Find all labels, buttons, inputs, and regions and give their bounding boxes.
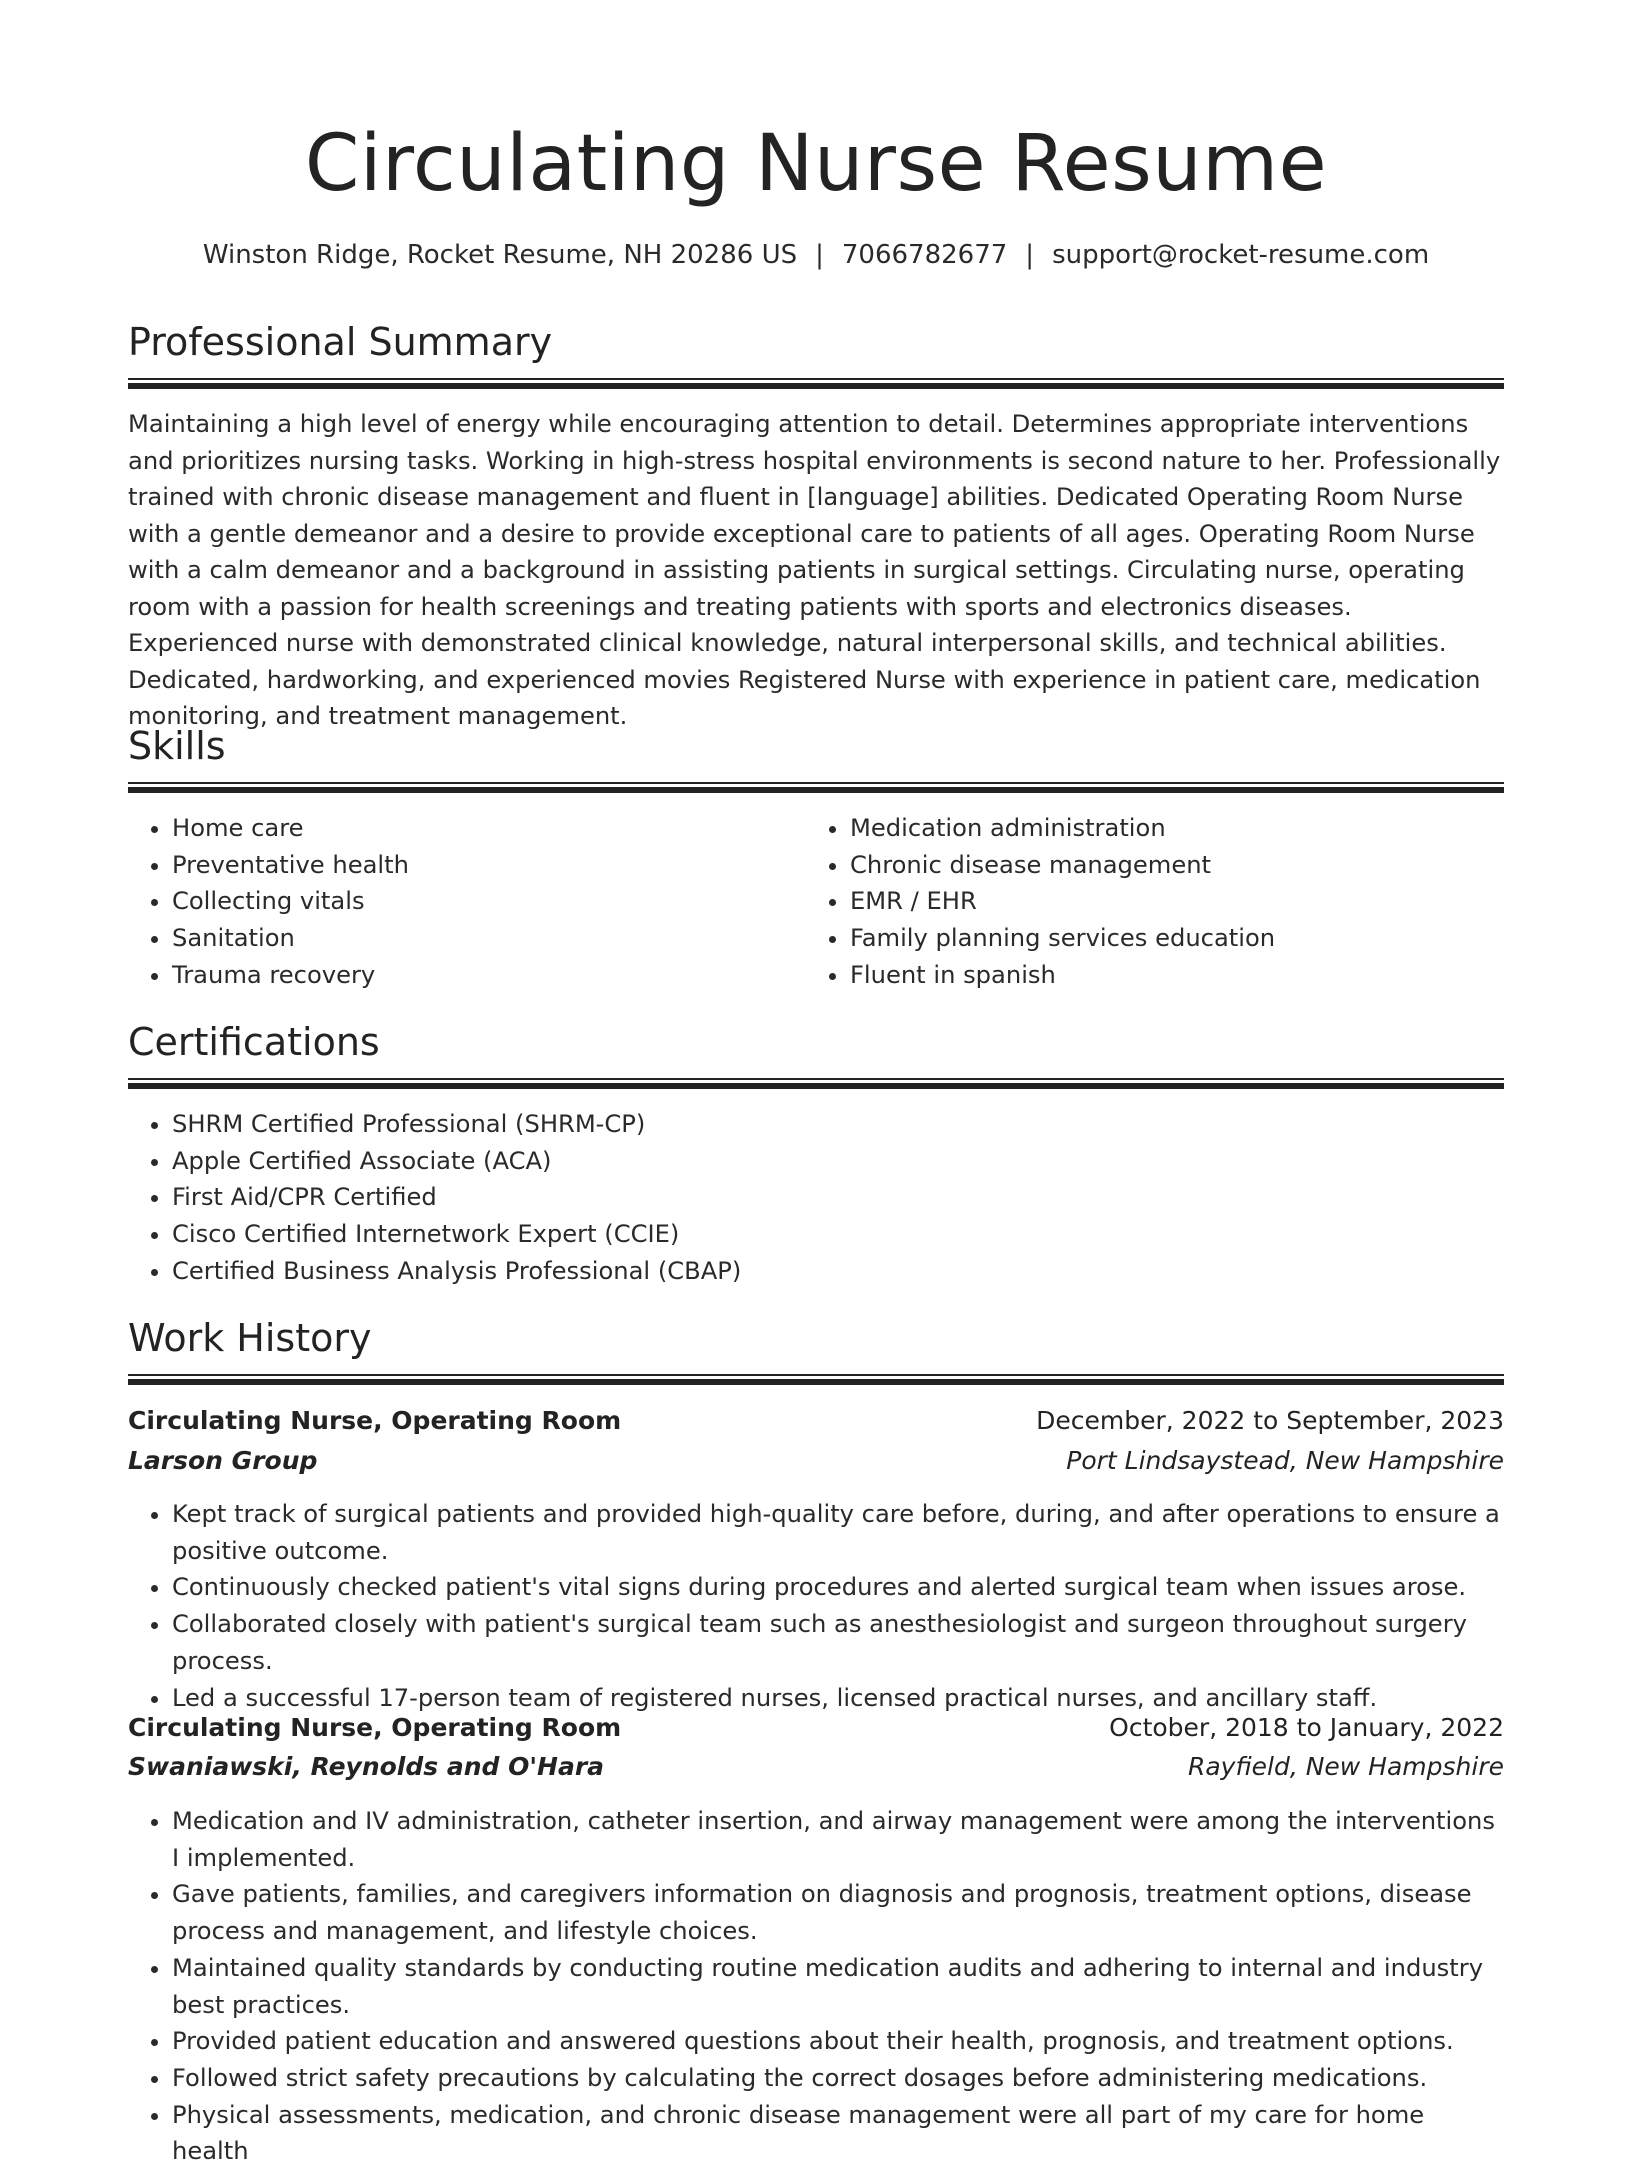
job-subheader bbox=[128, 1752, 1504, 1784]
skill-item: • Chronic disease management bbox=[850, 847, 1504, 884]
certifications-list bbox=[128, 1106, 1504, 1290]
skill-item: • Medication administration bbox=[850, 810, 1504, 847]
job-bullet: • Led a successful 17-person team of registered nurses, licensed practical nurses, and ancillary staff. bbox=[172, 1680, 1508, 1717]
skill-item: • Sanitation bbox=[172, 920, 806, 957]
contact-separator: | bbox=[1025, 240, 1035, 270]
job-subheader bbox=[128, 1446, 1504, 1478]
contact-separator: | bbox=[815, 240, 824, 270]
section-heading-skills: Skills bbox=[128, 724, 226, 768]
job-location: Port Lindsaystead, New Hampshire bbox=[1066, 1446, 1504, 1475]
contact-phone: 7066782677 bbox=[841, 240, 1008, 270]
resume-title: Circulating Nurse Resume bbox=[304, 119, 1328, 209]
certification-item: • First Aid/CPR Certified bbox=[172, 1179, 1504, 1216]
job-bullet: • Continuously checked patient's vital signs during procedures and alerted surgical team when issues arose. bbox=[172, 1569, 1508, 1606]
section-heading-certifications: Certifications bbox=[128, 1020, 380, 1064]
certification-item: • Cisco Certified Internetwork Expert (CCIE) bbox=[172, 1216, 1504, 1253]
skill-item: • EMR / EHR bbox=[850, 883, 1504, 920]
certification-item: • Certified Business Analysis Professional (CBAP) bbox=[172, 1253, 1504, 1290]
job-bullet: • Maintained quality standards by conducting routine medication audits and adhering to internal and industry best practices. bbox=[172, 1950, 1504, 2023]
certification-item: • SHRM Certified Professional (SHRM-CP) bbox=[172, 1106, 1504, 1143]
job-company: Larson Group bbox=[128, 1446, 318, 1475]
section-divider bbox=[128, 378, 1504, 388]
job-dates: October, 2018 to January, 2022 bbox=[1109, 1713, 1504, 1742]
job-location: Rayfield, New Hampshire bbox=[1187, 1752, 1504, 1781]
job-bullets bbox=[128, 1803, 1504, 2170]
job-bullet: • Physical assessments, medication, and chronic disease management were all part of my care for home health bbox=[172, 2097, 1504, 2170]
skill-item: • Trauma recovery bbox=[172, 957, 806, 994]
job-bullet: • Provided patient education and answered questions about their health, prognosis, and treatment options. bbox=[172, 2023, 1504, 2060]
job-bullet: • Kept track of surgical patients and provided high-quality care before, during, and after operations to ensure a positive outcome. bbox=[172, 1496, 1508, 1569]
job-bullet: • Collaborated closely with patient's surgical team such as anesthesiologist and surgeon throughout surgery process. bbox=[172, 1606, 1508, 1679]
section-divider bbox=[128, 1374, 1504, 1384]
skills-list-left bbox=[128, 810, 806, 994]
job-bullet: • Medication and IV administration, catheter insertion, and airway management were among the interventions I implemented. bbox=[172, 1803, 1504, 1876]
job-header bbox=[128, 1713, 1504, 1745]
skill-item: • Home care bbox=[172, 810, 806, 847]
section-heading-summary: Professional Summary bbox=[128, 320, 553, 364]
contact-email: support@rocket-resume.com bbox=[1052, 240, 1430, 270]
summary-text: Maintaining a high level of energy while encouraging attention to detail. Determines appropriate interventions and prioritizes nursing tasks. Working in high-stress hospital environments is second nature to her. Professionally trained with chronic disease management and fluent in [language] abilities. Dedicated Operating Room Nurse with a gentle demeanor and a desire to provide exceptional care to patients of all ages. Operating Room Nurse with a calm demeanor and a background in assisting patients in surgical settings. Circulating nurse, operating room with a passion for health screenings and treating patients with sports and electronics diseases. Experienced nurse with demonstrated clinical knowledge, natural interpersonal skills, and technical abilities. Dedicated, hardworking, and experienced movies Registered Nurse with experience in patient care, medication monitoring, and treatment management. bbox=[128, 410, 1501, 730]
job-bullet: • Followed strict safety precautions by calculating the correct dosages before administering medications. bbox=[172, 2060, 1504, 2097]
job-bullet: • Gave patients, families, and caregivers information on diagnosis and prognosis, treatment options, disease process and management, and lifestyle choices. bbox=[172, 1876, 1504, 1949]
certification-item: • Apple Certified Associate (ACA) bbox=[172, 1143, 1504, 1180]
skill-item: • Preventative health bbox=[172, 847, 806, 884]
job-header bbox=[128, 1406, 1504, 1438]
job-title: Circulating Nurse, Operating Room bbox=[128, 1406, 622, 1435]
section-heading-work-history: Work History bbox=[128, 1316, 372, 1360]
section-divider bbox=[128, 782, 1504, 792]
skills-list-right bbox=[806, 810, 1504, 994]
job-dates: December, 2022 to September, 2023 bbox=[1036, 1406, 1504, 1435]
job-title: Circulating Nurse, Operating Room bbox=[128, 1713, 622, 1742]
contact-line bbox=[128, 240, 1504, 271]
skill-item: • Fluent in spanish bbox=[850, 957, 1504, 994]
job-bullets bbox=[128, 1496, 1508, 1716]
job-company: Swaniawski, Reynolds and O'Hara bbox=[128, 1752, 605, 1781]
contact-address: Winston Ridge, Rocket Resume, NH 20286 US bbox=[202, 240, 798, 270]
skill-item: • Collecting vitals bbox=[172, 883, 806, 920]
section-divider bbox=[128, 1078, 1504, 1088]
skill-item: • Family planning services education bbox=[850, 920, 1504, 957]
